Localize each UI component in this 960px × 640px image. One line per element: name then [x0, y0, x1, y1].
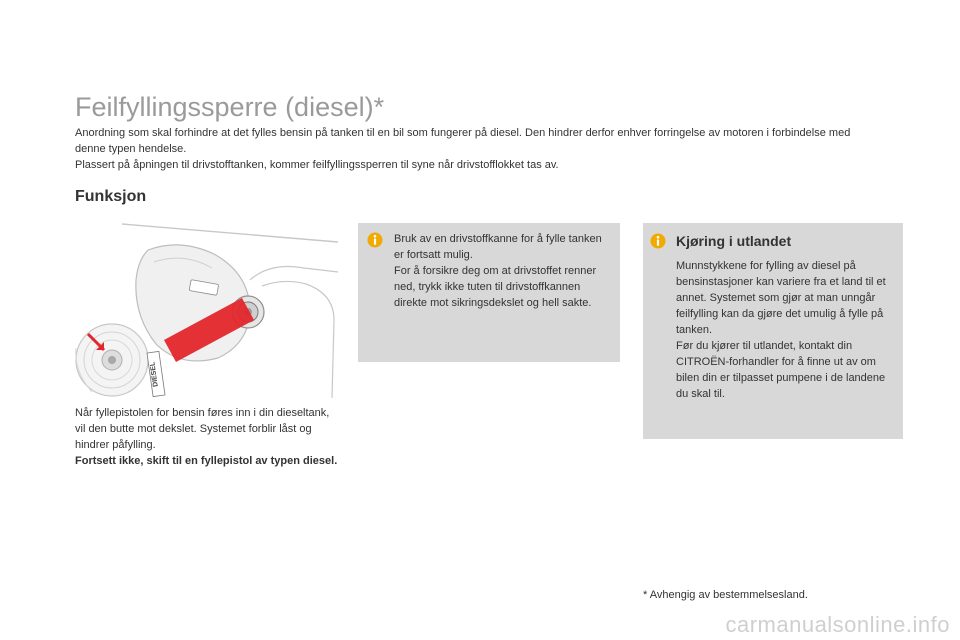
intro-paragraph: Plassert på åpningen til drivstofftanken, kommer feilfyllingssperren til syne når drivstofflokket tas av.	[75, 159, 559, 171]
body-paragraph: Når fyllepistolen for bensin føres inn i din dieseltank, vil den butte mot dekslet. Systemet forblir låst og hindrer påfylling.	[75, 407, 330, 451]
footnote: * Avhengig av bestemmelsesland.	[643, 589, 808, 601]
info-paragraph: Før du kjører til utlandet, kontakt din CITROËN-forhandler for å finne ut av om bilen din er tilpasset pumpene i de landene du skal til.	[676, 340, 886, 400]
info-box-heading: Kjøring i utlandet	[676, 233, 792, 249]
section-title: Funksjon	[75, 188, 147, 205]
page-title: Feilfyllingssperre (diesel)*	[75, 92, 385, 122]
info-box-abroad	[643, 223, 903, 439]
intro-text	[75, 125, 875, 173]
info-icon	[650, 233, 666, 249]
info-paragraph: Munnstykkene for fylling av diesel på bensinstasjoner kan variere fra et land til et annet. Systemet som gjør at man unngår feilfylling kan da gjøre det umulig å fylle på tanken.	[676, 260, 886, 336]
diesel-label: DIESEL	[149, 361, 160, 388]
info-paragraph: For å forsikre deg om at drivstoffet renner ned, trykk ikke tuten til drivstoffkannen direkte mot sikringsdekslet og hell sakte.	[394, 265, 597, 309]
warning-text: Fortsett ikke, skift til en fyllepistol av typen diesel.	[75, 455, 338, 467]
info-box-text	[676, 258, 896, 402]
fuel-cap-illustration	[72, 222, 340, 400]
intro-paragraph: Anordning som skal forhindre at det fylles bensin på tanken til en bil som fungerer på diesel. Den hindrer derfor enhver forringelse av motoren i forbindelse med denne typen hendelse.	[75, 127, 851, 155]
info-paragraph: Bruk av en drivstoffkanne for å fylle tanken er fortsatt mulig.	[394, 233, 602, 261]
info-icon	[367, 232, 383, 248]
watermark: carmanualsonline.info	[725, 612, 950, 637]
info-box-fuel-can	[358, 223, 620, 362]
funksjon-text	[75, 405, 340, 469]
info-box-text	[394, 231, 612, 311]
